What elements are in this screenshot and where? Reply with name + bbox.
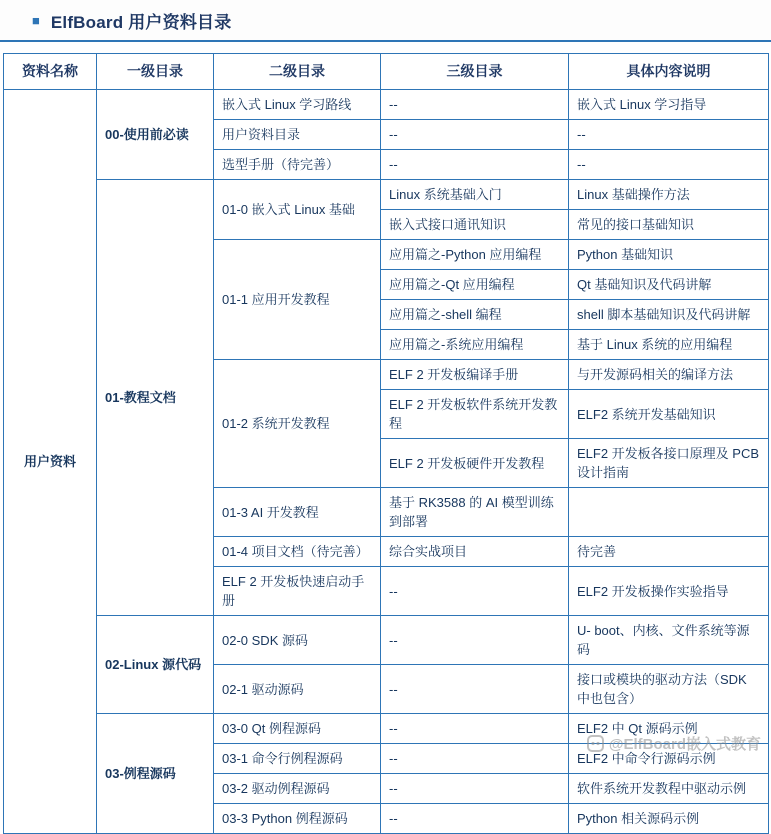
cell-group: 00-使用前必读 <box>97 90 214 180</box>
cell-sub: 03-1 命令行例程源码 <box>214 744 381 774</box>
cell-item: 应用篇之-Python 应用编程 <box>381 240 569 270</box>
cell-desc: 基于 Linux 系统的应用编程 <box>569 330 769 360</box>
watermark-text: @ElfBoard嵌入式教育 <box>608 736 761 753</box>
cell-desc: 与开发源码相关的编译方法 <box>569 360 769 390</box>
cell-sub: ELF 2 开发板快速启动手册 <box>214 567 381 616</box>
cell-sub: 01-2 系统开发教程 <box>214 360 381 488</box>
cell-desc: 待完善 <box>569 537 769 567</box>
cell-item: 基于 RK3588 的 AI 模型训练到部署 <box>381 488 569 537</box>
cell-item: ELF 2 开发板硬件开发教程 <box>381 439 569 488</box>
cell-desc: 嵌入式 Linux 学习指导 <box>569 90 769 120</box>
column-header: 资料名称 <box>4 54 97 90</box>
cell-item: -- <box>381 567 569 616</box>
cell-item: -- <box>381 804 569 834</box>
cell-material: 用户资料 <box>4 90 97 834</box>
cell-desc: ELF2 中 Qt 源码示例 <box>569 714 769 744</box>
cell-sub: 01-0 嵌入式 Linux 基础 <box>214 180 381 240</box>
cell-item: ELF 2 开发板软件系统开发教程 <box>381 390 569 439</box>
cell-desc: shell 脚本基础知识及代码讲解 <box>569 300 769 330</box>
cell-item: 应用篇之-Qt 应用编程 <box>381 270 569 300</box>
cell-item: -- <box>381 616 569 665</box>
table-row <box>4 616 769 665</box>
cell-desc: ELF2 开发板各接口原理及 PCB 设计指南 <box>569 439 769 488</box>
cell-desc: ELF2 开发板操作实验指导 <box>569 567 769 616</box>
cell-sub: 03-3 Python 例程源码 <box>214 804 381 834</box>
cell-sub: 03-2 驱动例程源码 <box>214 774 381 804</box>
cell-sub: 03-0 Qt 例程源码 <box>214 714 381 744</box>
cell-item: 嵌入式接口通讯知识 <box>381 210 569 240</box>
table-row <box>4 180 769 210</box>
cell-desc: Qt 基础知识及代码讲解 <box>569 270 769 300</box>
cell-item: -- <box>381 744 569 774</box>
table-row <box>4 90 769 120</box>
cell-item: -- <box>381 714 569 744</box>
column-header: 一级目录 <box>97 54 214 90</box>
directory-table <box>3 53 769 834</box>
column-header: 二级目录 <box>214 54 381 90</box>
cell-desc: Python 基础知识 <box>569 240 769 270</box>
cell-item: 应用篇之-shell 编程 <box>381 300 569 330</box>
cell-desc: U- boot、内核、文件系统等源码 <box>569 616 769 665</box>
cell-sub: 02-1 驱动源码 <box>214 665 381 714</box>
page-title: ElfBoard 用户资料目录 <box>50 13 232 32</box>
document-header <box>0 0 771 40</box>
cell-desc: 软件系统开发教程中驱动示例 <box>569 774 769 804</box>
title-bullet-icon: ■ <box>32 13 40 28</box>
cell-desc: -- <box>569 120 769 150</box>
cell-item: 综合实战项目 <box>381 537 569 567</box>
cell-desc: -- <box>569 150 769 180</box>
cell-desc: Linux 基础操作方法 <box>569 180 769 210</box>
cell-sub: 嵌入式 Linux 学习路线 <box>214 90 381 120</box>
cell-desc: 接口或模块的驱动方法（SDK 中也包含） <box>569 665 769 714</box>
cell-sub: 01-4 项目文档（待完善） <box>214 537 381 567</box>
cell-sub: 用户资料目录 <box>214 120 381 150</box>
cell-item: -- <box>381 774 569 804</box>
cell-item: -- <box>381 90 569 120</box>
table-body <box>4 90 769 834</box>
table-header-row <box>4 54 769 90</box>
cell-desc <box>569 488 769 537</box>
header-divider <box>0 40 771 42</box>
cell-sub: 01-3 AI 开发教程 <box>214 488 381 537</box>
cell-item: -- <box>381 120 569 150</box>
table-row <box>4 714 769 744</box>
cell-group: 02-Linux 源代码 <box>97 616 214 714</box>
cell-group: 03-例程源码 <box>97 714 214 834</box>
cell-desc: Python 相关源码示例 <box>569 804 769 834</box>
cell-item: 应用篇之-系统应用编程 <box>381 330 569 360</box>
column-header: 具体内容说明 <box>569 54 769 90</box>
cell-item: ELF 2 开发板编译手册 <box>381 360 569 390</box>
cell-desc: ELF2 中命令行源码示例 <box>569 744 769 774</box>
cell-item: -- <box>381 150 569 180</box>
cell-sub: 02-0 SDK 源码 <box>214 616 381 665</box>
cell-item: -- <box>381 665 569 714</box>
cell-sub: 01-1 应用开发教程 <box>214 240 381 360</box>
cell-sub: 选型手册（待完善） <box>214 150 381 180</box>
cell-desc: 常见的接口基础知识 <box>569 210 769 240</box>
cell-item: Linux 系统基础入门 <box>381 180 569 210</box>
cell-group: 01-教程文档 <box>97 180 214 616</box>
cell-desc: ELF2 系统开发基础知识 <box>569 390 769 439</box>
column-header: 三级目录 <box>381 54 569 90</box>
